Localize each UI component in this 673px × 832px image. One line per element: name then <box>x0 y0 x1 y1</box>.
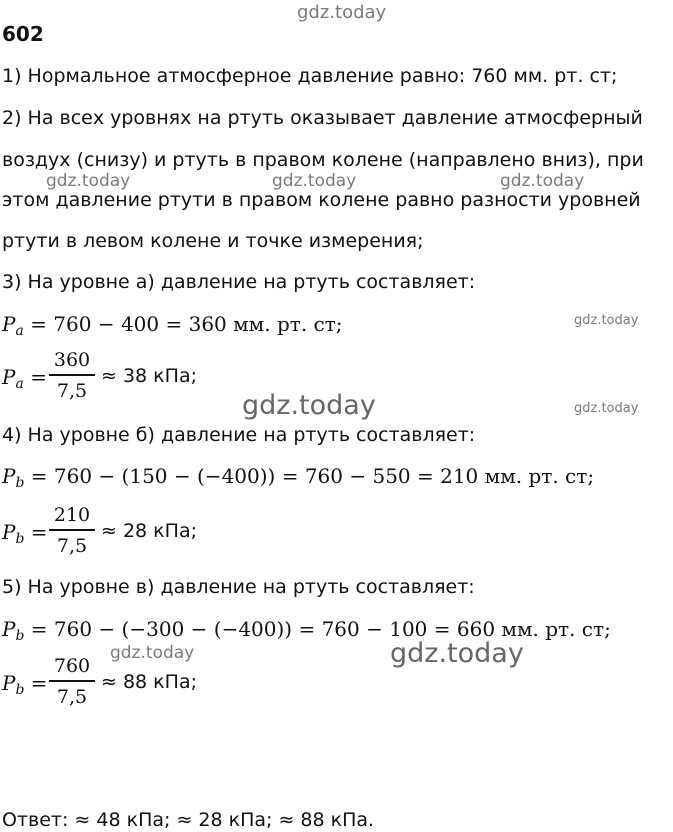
text-line-3: 3) На уровне а) давление на ртуть составляет: <box>2 271 476 293</box>
answer-line: Ответ: ≈ 48 кПа; ≈ 28 кПа; ≈ 88 кПа. <box>2 809 375 831</box>
equation-pv-mm: $P_b = 760 - (-300 - (-400)) = 760 - 100 = 660$ мм. рт. ст; <box>2 617 611 644</box>
watermark: gdz.today <box>272 171 357 191</box>
fraction-bar <box>49 680 95 682</box>
watermark: gdz.today <box>500 171 585 191</box>
fraction-bar <box>49 529 95 531</box>
fraction-numerator: 760 <box>53 655 91 677</box>
text-line-1: 1) Нормальное атмосферное давление равно: 760 мм. рт. ст; <box>2 65 618 87</box>
watermark: gdz.today <box>574 313 639 328</box>
problem-number: 602 <box>2 22 44 46</box>
watermark: gdz.today <box>390 638 524 669</box>
watermark: gdz.today <box>297 2 387 23</box>
fraction-denominator: 7,5 <box>56 685 88 708</box>
watermark: gdz.today <box>574 401 639 416</box>
watermark: gdz.today <box>242 390 376 421</box>
result-b: ≈ 28 кПа; <box>101 520 197 542</box>
watermark: gdz.today <box>46 171 131 191</box>
watermark: gdz.today <box>110 643 195 663</box>
fraction-numerator: 210 <box>53 504 91 526</box>
text-line-5: 5) На уровне в) давление на ртуть составляет: <box>2 576 475 598</box>
equation-pa-mm: $P_a = 760 - 400 = 360$ мм. рт. ст; <box>2 312 343 339</box>
result-v: ≈ 88 кПа; <box>101 671 197 693</box>
text-line-2d: ртути в левом колене и точке измерения; <box>2 230 424 252</box>
text-line-2b: воздух (снизу) и ртуть в правом колене (направлено вниз), при <box>2 149 644 171</box>
text-line-2c: этом давление ртути в правом колене равно разности уровней <box>2 189 641 211</box>
fraction-denominator: 7,5 <box>56 534 88 557</box>
fraction-bar <box>49 374 95 376</box>
text-line-4: 4) На уровне б) давление на ртуть составляет: <box>2 424 476 446</box>
equation-pb-mm: $P_b = 760 - (150 - (-400)) = 760 - 550 = 210$ мм. рт. ст; <box>2 464 595 491</box>
fraction-numerator: 360 <box>53 349 91 371</box>
text-line-2a: 2) На всех уровнях на ртуть оказывает давление атмосферный <box>2 107 643 129</box>
fraction-denominator: 7,5 <box>56 379 88 402</box>
result-a: ≈ 38 кПа; <box>101 365 197 387</box>
